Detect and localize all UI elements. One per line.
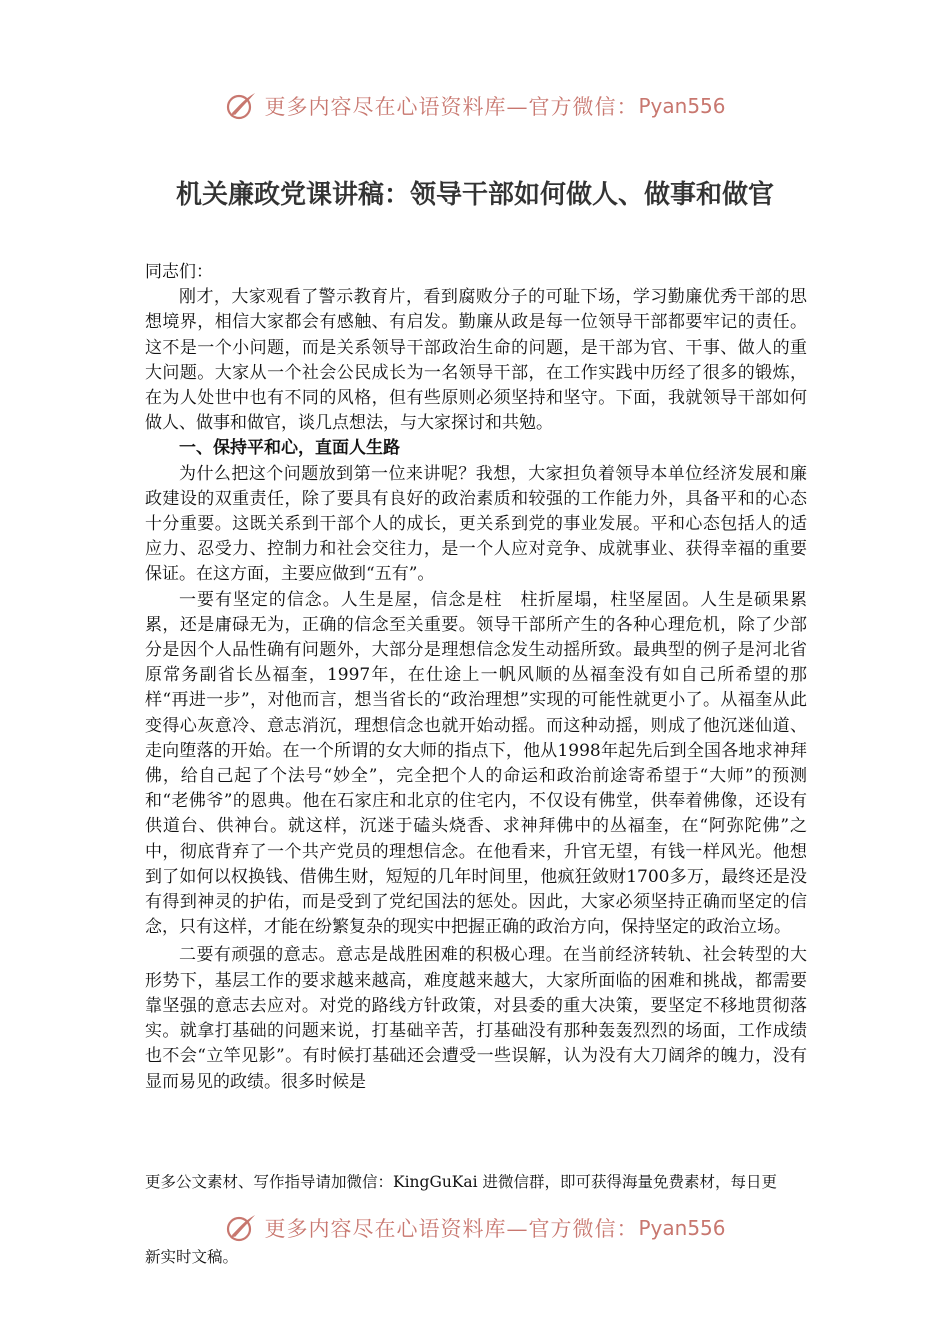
salutation: 同志们： [145, 262, 213, 282]
paragraph-will: 二要有顽强的意志。意志是战胜困难的积极心理。在当前经济转轨、社会转型的大形势下，基层工作的要求越来越高，难度越来越大，大家所面临的困难和挑战，都需要靠坚强的意志去应对。对党的路线方针政策，对县委的重大决策，要坚定不移地贯彻落实。就拿打基础的问题来说，打基础辛苦，打基础没有那种轰轰烈烈的场面，工作成绩也不会“立竿见影”。有时候打基础还会遭受一些误解，认为没有大刀阔斧的魄力，没有显而易见的政绩。很多时候是 [145, 945, 807, 1092]
paragraph-section1-intro: 为什么把这个问题放到第一位来讲呢？我想，大家担负着领导本单位经济发展和廉政建设的双重责任，除了要具有良好的政治素质和较强的工作能力外，具备平和的心态十分重要。这既关系到干部个人的成长，更关系到党的事业发展。平和心态包括人的适应力、忍受力、控制力和社会交往力，是一个人应对竞争、成就事业、获得幸福的重要保证。在这方面，主要应做到“五有”。 [145, 463, 807, 585]
quill-circle-icon [224, 89, 258, 123]
banner-wechat-id: Pyan556 [638, 1216, 726, 1240]
banner-wechat-id: Pyan556 [638, 94, 726, 118]
footer-promo-line: 更多公文素材、写作指导请加微信：KingGuKai 进微信群，即可获得海量免费素材，每日更 [145, 1173, 778, 1191]
footer-banner [0, 1208, 950, 1248]
quill-circle-icon [224, 1211, 258, 1245]
document-body [145, 260, 807, 1095]
section-heading-1: 一、保持平和心，直面人生路 [179, 438, 400, 459]
banner-text: 更多内容尽在心语资料库—官方微信： [264, 95, 639, 119]
document-title: 机关廉政党课讲稿：领导干部如何做人、做事和做官 [175, 180, 774, 210]
paragraph-belief: 一要有坚定的信念。人生是屋，信念是柱 柱折屋塌，柱坚屋固。人生是硕果累累，还是庸碌无为，正确的信念至关重要。领导干部所产生的各种心理危机，除了少部分是因个人品性确有问题外，大部分是理想信念发生动摇所致。最典型的例子是河北省原常务副省长丛福奎，1997年，在仕途上一帆风顺的丛福奎没有如自己所希望的那样“再进一步”，对他而言，想当省长的“政治理想”实现的可能性就更小了。从福奎从此变得心灰意冷、意志消沉，理想信念也就开始动摇。而这种动摇，则成了他沉迷仙道、走向堕落的开始。在一个所谓的女大师的指点下，他从1998年起先后到全国各地求神拜佛，给自己起了个法号“妙全”，完全把个人的命运和政治前途寄希望于“大师”的预测和“老佛爷”的恩典。他在石家庄和北京的住宅内，不仅设有佛堂，供奉着佛像，还设有供道台、供神台。就这样，沉迷于磕头烧香、求神拜佛中的丛福奎，在“阿弥陀佛”之中，彻底背弃了一个共产党员的理想信念。在他看来，升官无望，有钱一样风光。他想到了如何以权换钱、借佛生财，短短的几年时间里，他疯狂敛财1700多万，最终还是没有得到神灵的护佑，而是受到了党纪国法的惩处。因此，大家必须坚持正确而坚定的信念，只有这样，才能在纷繁复杂的现实中把握正确的政治方向，保持坚定的政治立场。 [145, 589, 807, 938]
header-banner [0, 86, 950, 126]
banner-text: 更多内容尽在心语资料库—官方微信： [264, 1217, 639, 1241]
paragraph-intro: 刚才，大家观看了警示教育片，看到腐败分子的可耻下场，学习勤廉优秀干部的思想境界，相信大家都会有感触、有启发。勤廉从政是每一位领导干部都要牢记的责任。这不是一个小问题，而是关系领导干部政治生命的问题，是干部为官、干事、做人的重大问题。大家从一个社会公民成长为一名领导干部，在工作实践中历经了很多的锻炼，在为人处世中也有不同的风格，但有些原则必须坚持和坚守。下面，我就领导干部如何做人、做事和做官，谈几点想法，与大家探讨和共勉。 [145, 287, 807, 434]
footer-promo-tail: 新实时文稿。 [145, 1248, 239, 1266]
